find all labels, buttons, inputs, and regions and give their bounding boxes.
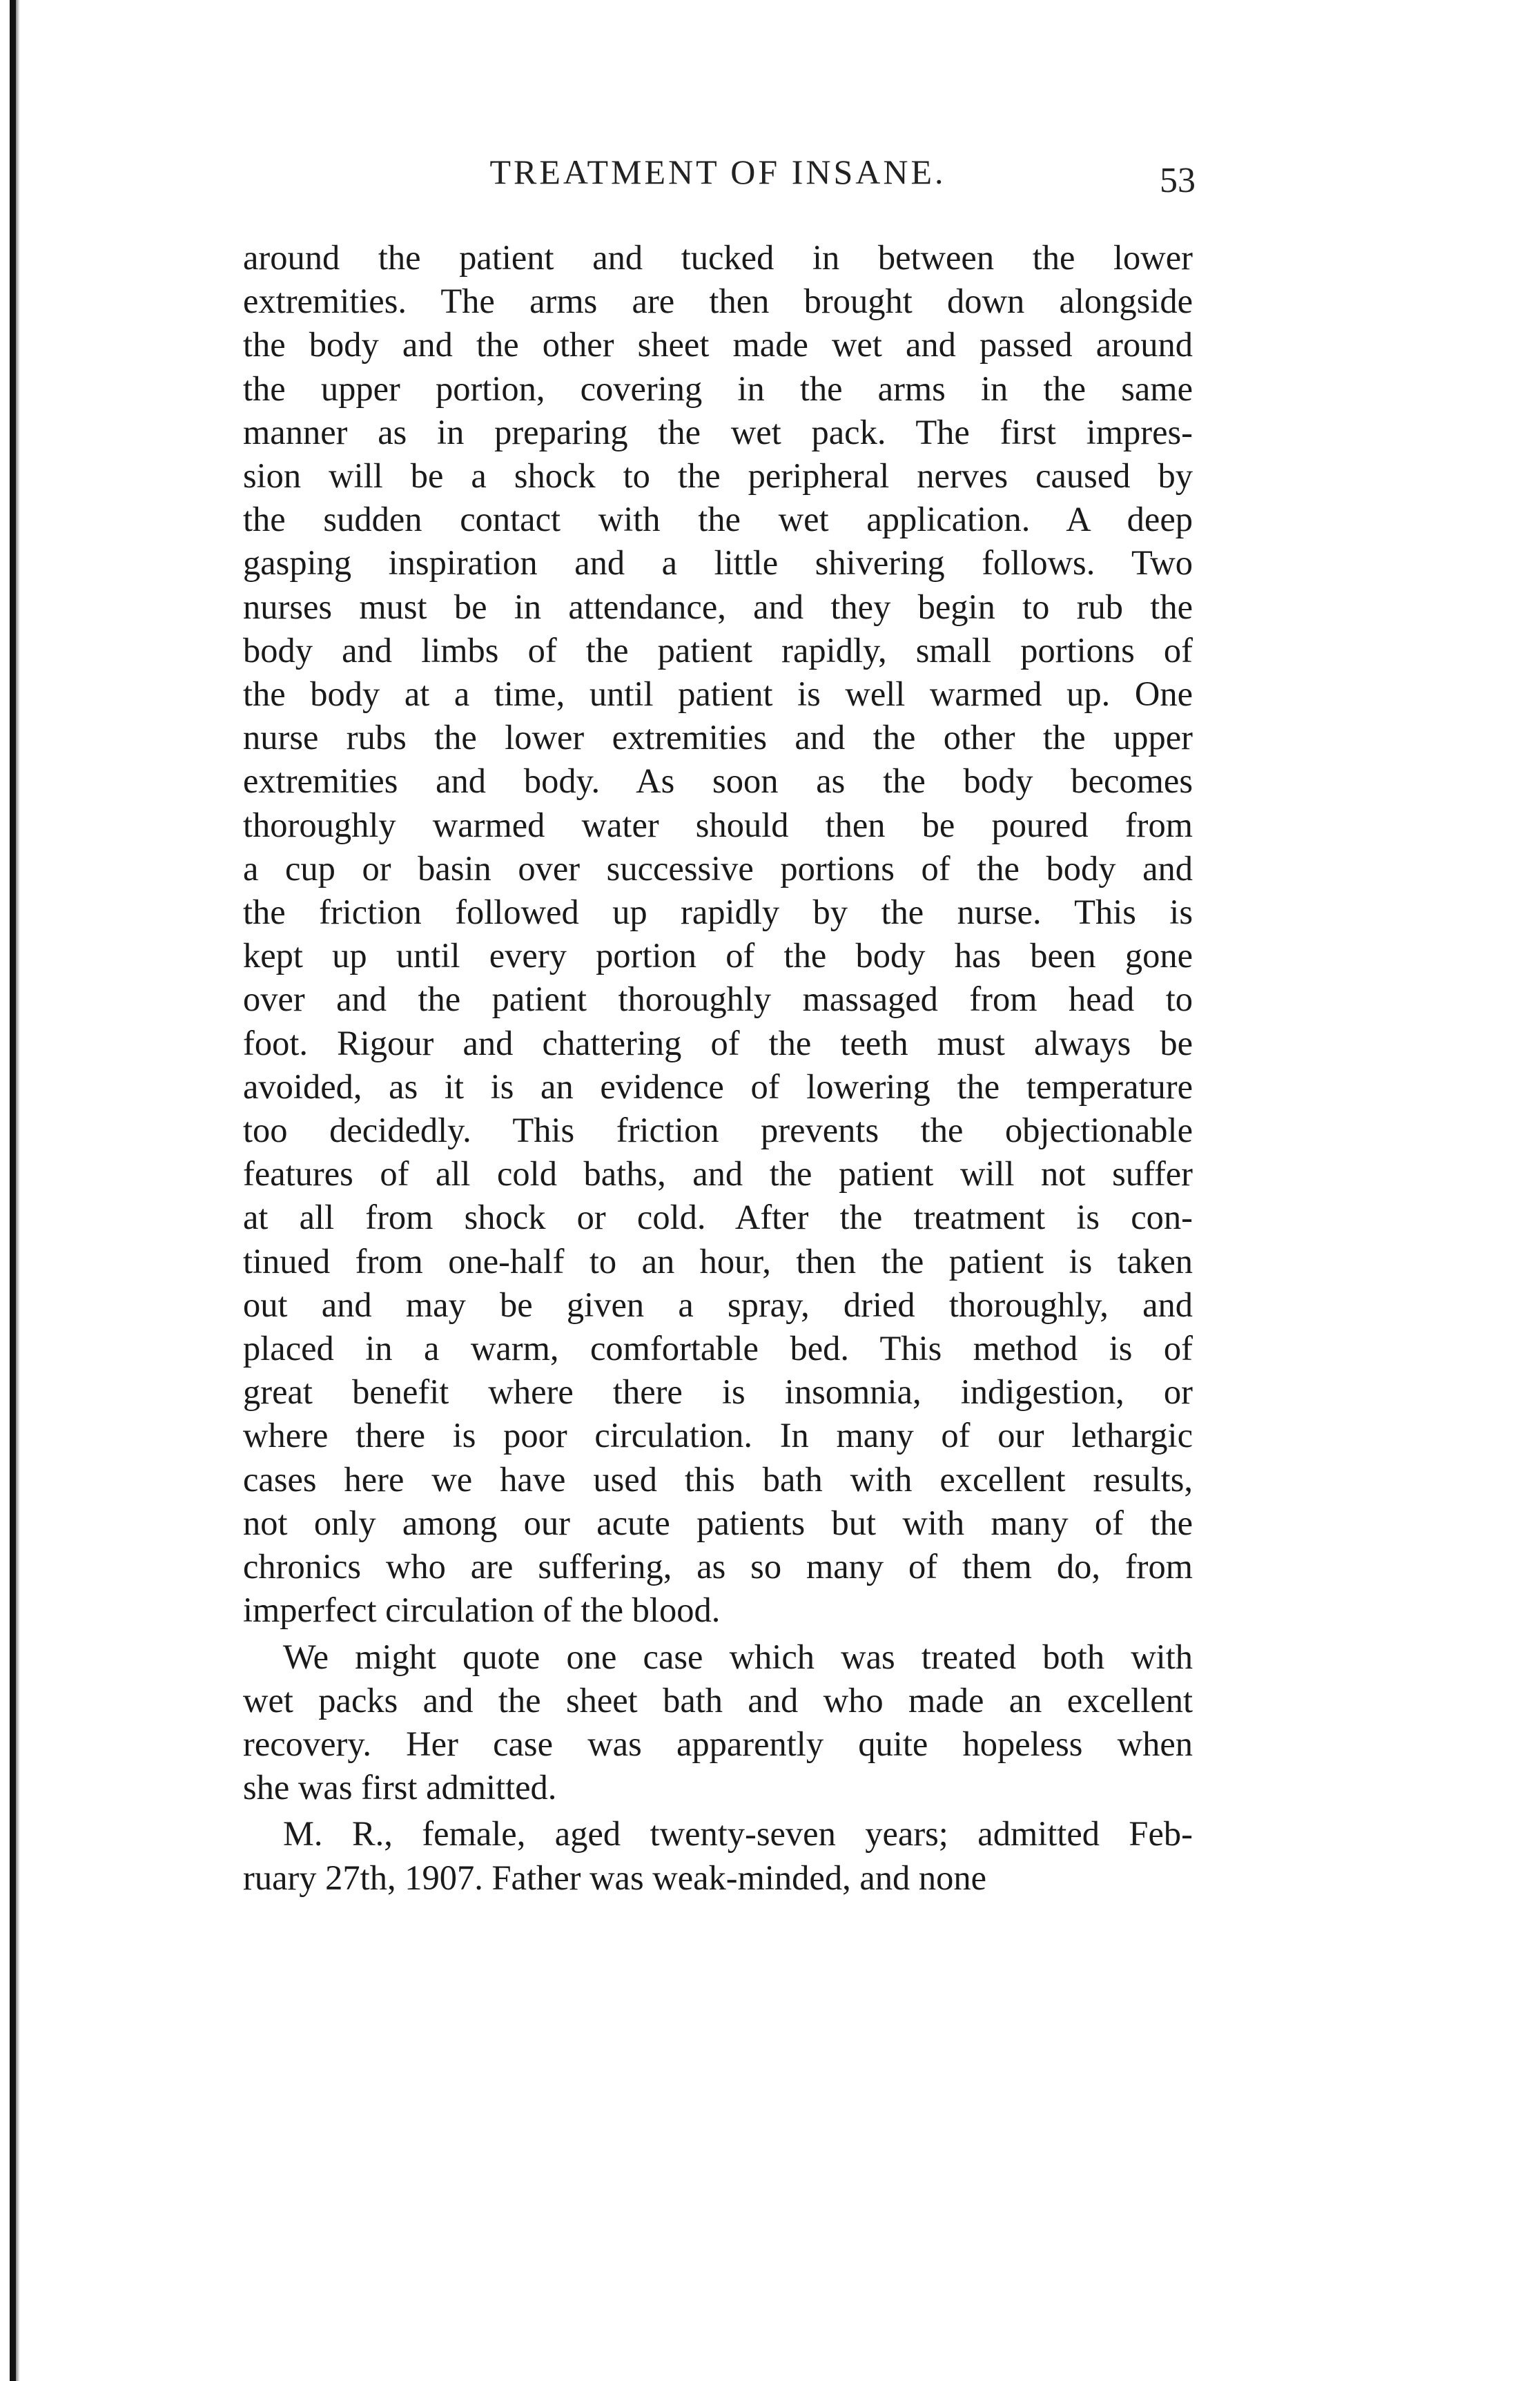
paragraph xyxy=(243,1635,1193,1810)
body-text xyxy=(243,236,1193,1900)
scan-binding-shadow xyxy=(16,0,20,2381)
text-line: at all from shock or cold. After the treatment is con- xyxy=(243,1198,1193,1237)
text-line: ruary 27th, 1907. Father was weak-minded, and none xyxy=(243,1858,987,1897)
text-line: a cup or basin over successive portions of the body and xyxy=(243,848,1193,888)
page-number: 53 xyxy=(1160,161,1196,200)
text-line: manner as in preparing the wet pack. The first impres- xyxy=(243,412,1193,451)
text-line: sion will be a shock to the peripheral nerves caused by xyxy=(243,456,1193,496)
text-line: gasping inspiration and a little shivering follows. Two xyxy=(243,543,1193,583)
book-page xyxy=(243,138,1196,1900)
text-line: wet packs and the sheet bath and who made an excellent xyxy=(243,1680,1193,1720)
text-line: the body and the other sheet made wet and passed around xyxy=(243,325,1193,365)
paragraph xyxy=(243,236,1193,1633)
paragraph xyxy=(243,1812,1193,1899)
text-line: too decidedly. This friction prevents the objectionable xyxy=(243,1111,1193,1150)
text-line: nurse rubs the lower extremities and the other the upper xyxy=(243,718,1193,757)
scan-binding-edge xyxy=(10,0,16,2381)
text-line: placed in a warm, comfortable bed. This method is of xyxy=(243,1329,1193,1368)
running-header xyxy=(243,138,1196,200)
text-line: thoroughly warmed water should then be poured from xyxy=(243,805,1193,844)
text-line: the sudden contact with the wet application. A deep xyxy=(243,500,1193,539)
text-line: over and the patient thoroughly massaged from head to xyxy=(243,980,1193,1019)
text-line: recovery. Her case was apparently quite hopeless when xyxy=(243,1724,1193,1763)
text-line: imperfect circulation of the blood. xyxy=(243,1591,721,1630)
text-line: out and may be given a spray, dried thoroughly, and xyxy=(243,1285,1193,1324)
running-title: TREATMENT OF INSANE. xyxy=(489,153,946,191)
text-line: features of all cold baths, and the patient will not suffer xyxy=(243,1154,1193,1194)
text-line: tinued from one-half to an hour, then the patient is taken xyxy=(243,1241,1193,1281)
text-line: cases here we have used this bath with excellent results, xyxy=(243,1459,1193,1499)
text-line: around the patient and tucked in between the lower xyxy=(243,238,1193,277)
text-line: the upper portion, covering in the arms in the same xyxy=(243,369,1193,408)
text-line: where there is poor circulation. In many of our lethargic xyxy=(243,1416,1193,1455)
text-line: she was first admitted. xyxy=(243,1768,557,1807)
text-line: great benefit where there is insomnia, indigestion, or xyxy=(243,1372,1193,1412)
text-line: foot. Rigour and chattering of the teeth must always be xyxy=(243,1023,1193,1062)
text-line: nurses must be in attendance, and they begin to rub the xyxy=(243,587,1193,626)
text-line: not only among our acute patients but with many of the xyxy=(243,1503,1193,1542)
text-line: the body at a time, until patient is well warmed up. One xyxy=(243,674,1193,714)
text-line: M. R., female, aged twenty-seven years; admitted Feb- xyxy=(283,1814,1193,1854)
text-line: body and limbs of the patient rapidly, small portions of xyxy=(243,630,1193,670)
text-line: We might quote one case which was treated both with xyxy=(283,1637,1193,1676)
text-line: kept up until every portion of the body has been gone xyxy=(243,936,1193,975)
text-line: extremities. The arms are then brought down alongside xyxy=(243,282,1193,321)
text-line: the friction followed up rapidly by the nurse. This is xyxy=(243,893,1193,932)
text-line: extremities and body. As soon as the body becomes xyxy=(243,761,1193,801)
text-line: chronics who are suffering, as so many of them do, from xyxy=(243,1547,1193,1586)
text-line: avoided, as it is an evidence of lowering the temperature xyxy=(243,1067,1193,1106)
